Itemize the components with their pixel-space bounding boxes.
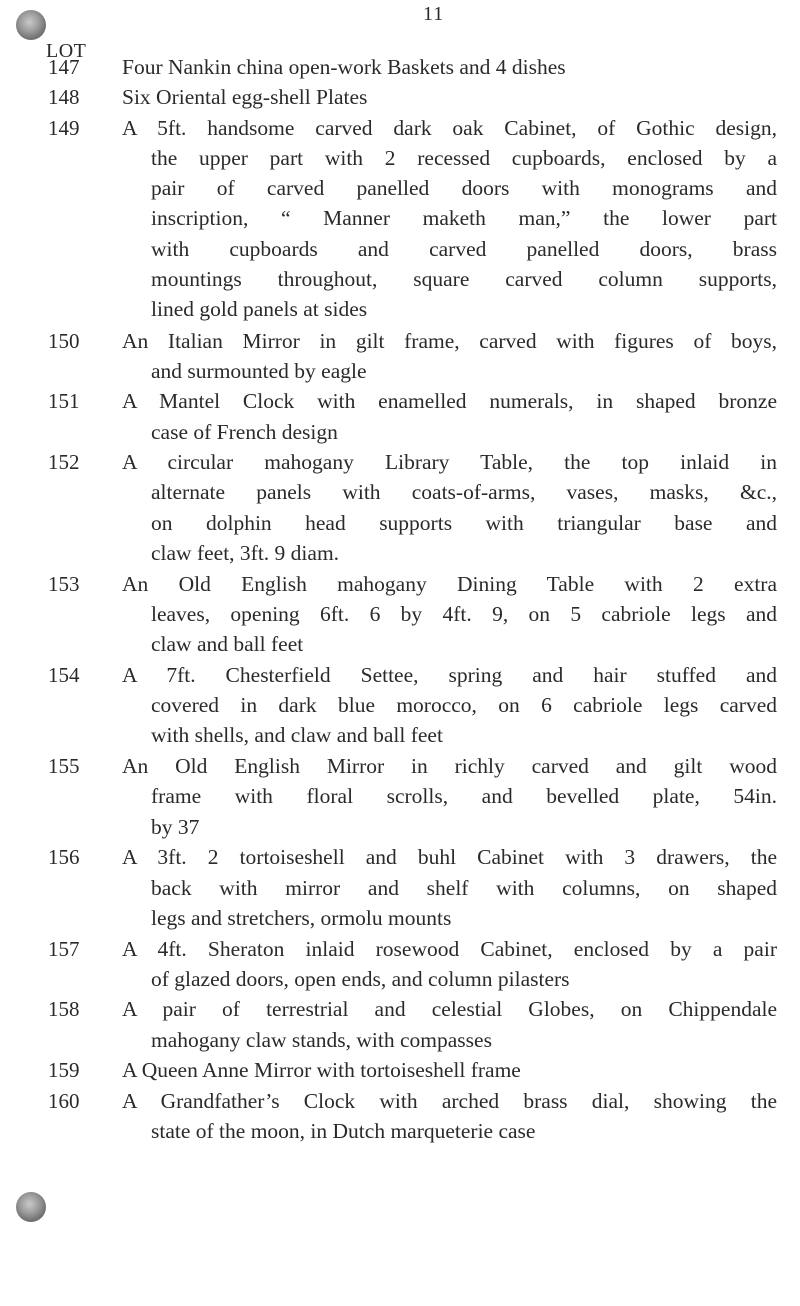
lot-number: 149 xyxy=(48,115,80,140)
lot-description-line: An Italian Mirror in gilt frame, carved with figures of boys, xyxy=(122,328,777,353)
lot-description-line: with shells, and claw and ball feet xyxy=(151,723,443,748)
lot-number: 153 xyxy=(48,571,80,596)
lot-description xyxy=(122,447,777,568)
lot-description-line: Four Nankin china open-work Baskets and 4 dishes xyxy=(122,55,566,79)
lot-description-line: alternate panels with coats-of-arms, vases, masks, &c., xyxy=(151,480,777,505)
lot-description-line: An Old English Mirror in richly carved and gilt wood xyxy=(122,754,777,779)
lot-description-line: inscription, “ Manner maketh man,” the lower part xyxy=(151,206,777,231)
lot-description xyxy=(122,751,777,842)
lot-number: 147 xyxy=(48,55,80,79)
lot-description-line: mahogany claw stands, with compasses xyxy=(151,1027,492,1052)
lot-description-line: A 7ft. Chesterfield Settee, spring and hair stuffed and xyxy=(122,663,777,687)
page-number: 11 xyxy=(423,3,445,25)
lot-description xyxy=(122,82,777,112)
lot-description-line: A 3ft. 2 tortoiseshell and buhl Cabinet with 3 drawers, the xyxy=(122,845,777,870)
lot-description-line: on dolphin head supports with triangular base and xyxy=(151,510,777,535)
lot-number: 154 xyxy=(48,663,80,687)
lot-description-line: A Mantel Clock with enamelled numerals, in shaped bronze xyxy=(122,389,777,414)
lot-number: 152 xyxy=(48,450,80,475)
lot-description xyxy=(122,569,777,660)
lot-description xyxy=(122,1055,777,1085)
lot-description-line: leaves, opening 6ft. 6 by 4ft. 9, on 5 cabriole legs and xyxy=(151,602,777,626)
lot-description-line: A 4ft. Sheraton inlaid rosewood Cabinet, enclosed by a pair xyxy=(122,936,777,961)
lot-description-line: A Queen Anne Mirror with tortoiseshell frame xyxy=(122,1058,521,1083)
lot-description-line: by 37 xyxy=(151,814,200,839)
lot-number: 159 xyxy=(48,1058,80,1083)
lot-description-line: case of French design xyxy=(151,419,338,444)
binding-hole-bottom xyxy=(16,1192,46,1222)
lot-number: 160 xyxy=(48,1088,80,1113)
lot-description xyxy=(122,994,777,1054)
lot-description-line: back with mirror and shelf with columns, on shaped xyxy=(151,875,777,900)
lot-column-heading: LOT xyxy=(46,40,87,62)
lot-description-line: An Old English mahogany Dining Table with 2 extra xyxy=(122,571,777,596)
lot-description xyxy=(122,1086,777,1146)
lot-description xyxy=(122,660,777,751)
lot-description-line: the upper part with 2 recessed cupboards, enclosed by a xyxy=(151,146,777,170)
lot-description-line: with cupboards and carved panelled doors, brass xyxy=(151,236,777,261)
lot-description-line: A Grandfather’s Clock with arched brass dial, showing the xyxy=(122,1088,777,1113)
lot-description-line: A pair of terrestrial and celestial Globes, on Chippendale xyxy=(122,997,777,1022)
lot-description-line: and surmounted by eagle xyxy=(151,358,367,383)
lot-description xyxy=(122,113,777,324)
lot-description xyxy=(122,52,777,82)
lot-number: 156 xyxy=(48,845,80,870)
lot-description-line: covered in dark blue morocco, on 6 cabriole legs carved xyxy=(151,693,777,718)
lot-number: 151 xyxy=(48,389,80,414)
lot-description-line: A circular mahogany Library Table, the top inlaid in xyxy=(122,450,777,475)
lot-description xyxy=(122,842,777,933)
lot-description-line: mountings throughout, square carved column supports, xyxy=(151,266,777,291)
lot-description-line: claw and ball feet xyxy=(151,632,304,657)
lot-description-line: claw feet, 3ft. 9 diam. xyxy=(151,540,340,565)
lot-description xyxy=(122,934,777,994)
lot-description-line: A 5ft. handsome carved dark oak Cabinet, of Gothic design, xyxy=(122,115,777,140)
lot-number: 150 xyxy=(48,328,80,353)
lot-number: 148 xyxy=(48,85,80,110)
lot-description-line: frame with floral scrolls, and bevelled plate, 54in. xyxy=(151,784,777,809)
lot-description xyxy=(122,326,777,386)
lot-number: 155 xyxy=(48,754,80,779)
lot-description-line: legs and stretchers, ormolu mounts xyxy=(151,905,452,930)
lot-description-line: pair of carved panelled doors with monograms and xyxy=(151,176,777,201)
lot-number: 157 xyxy=(48,936,80,961)
lot-number: 158 xyxy=(48,997,80,1022)
lot-description xyxy=(122,386,777,446)
lot-description-line: of glazed doors, open ends, and column pilasters xyxy=(151,966,570,991)
binding-hole-top xyxy=(16,10,46,40)
lot-description-line: state of the moon, in Dutch marqueterie case xyxy=(151,1118,536,1143)
lot-description-line: Six Oriental egg-shell Plates xyxy=(122,85,368,110)
lot-description-line: lined gold panels at sides xyxy=(151,297,368,322)
